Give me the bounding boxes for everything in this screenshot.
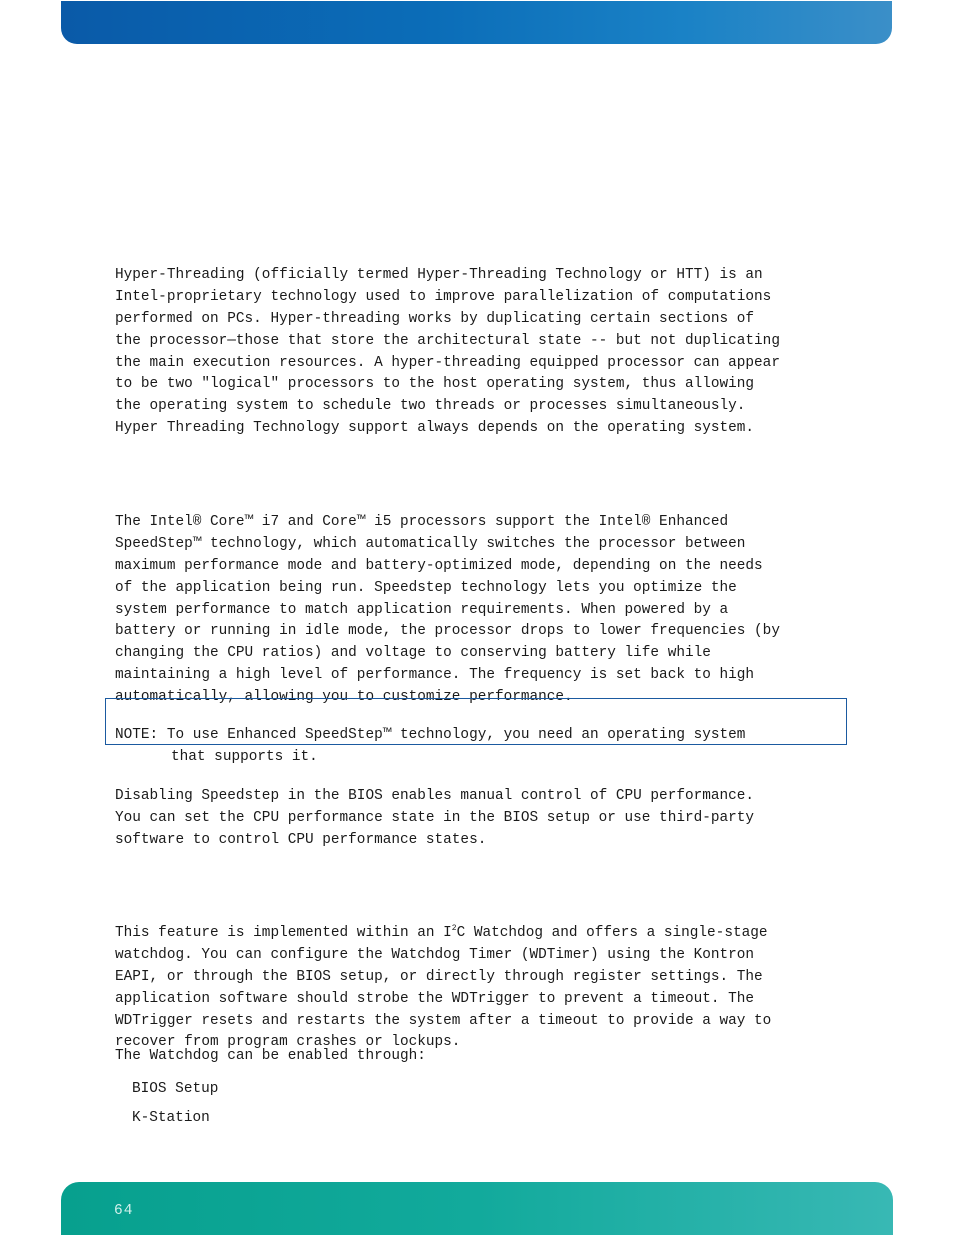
- speedstep-line-7: changing the CPU ratios) and voltage to conserving battery life while: [115, 645, 711, 662]
- watchdog-line-6: recover from program crashes or lockups.: [115, 1034, 461, 1051]
- speedstep-line-2: SpeedStep™ technology, which automatically switches the processor between: [115, 535, 746, 552]
- i2c-superscript: 2: [451, 924, 457, 934]
- note-text: [115, 703, 745, 769]
- watchdog-line-2: watchdog. You can configure the Watchdog Timer (WDTimer) using the Kontron: [115, 946, 755, 963]
- disable-speedstep-paragraph: [115, 764, 754, 852]
- speedstep-paragraph: [115, 490, 780, 709]
- disable-line-2: You can set the CPU performance state in the BIOS setup or use third-party: [115, 809, 755, 826]
- speedstep-line-6: battery or running in idle mode, the processor drops to lower frequencies (by: [115, 623, 780, 640]
- watchdog-enable-intro: The Watchdog can be enabled through:: [115, 1048, 426, 1064]
- speedstep-line-9: automatically, allowing you to customize performance.: [115, 689, 573, 706]
- footer-banner: [61, 1182, 893, 1235]
- page-number: 64: [114, 1203, 134, 1219]
- hyperthreading-line-8: Hyper Threading Technology support always depends on the operating system.: [115, 420, 755, 437]
- hyperthreading-line-7: the operating system to schedule two threads or processes simultaneously.: [115, 398, 746, 415]
- speedstep-line-5: system performance to match application requirements. When powered by a: [115, 601, 729, 618]
- speedstep-line-1: The Intel® Core™ i7 and Core™ i5 processors support the Intel® Enhanced: [115, 513, 729, 530]
- watchdog-line-5: WDTrigger resets and restarts the system after a timeout to provide a way to: [115, 1012, 772, 1029]
- list-item-k-station: K-Station: [132, 1110, 210, 1126]
- watchdog-line-4: application software should strobe the WDTrigger to prevent a timeout. The: [115, 990, 755, 1007]
- hyperthreading-line-3: performed on PCs. Hyper-threading works by duplicating certain sections of: [115, 310, 755, 327]
- list-item-bios-setup: BIOS Setup: [132, 1081, 219, 1097]
- disable-line-1: Disabling Speedstep in the BIOS enables manual control of CPU performance.: [115, 787, 755, 804]
- speedstep-line-8: maintaining a high level of performance. The frequency is set back to high: [115, 667, 755, 684]
- watchdog-line-1-prefix: This feature is implemented within an I: [115, 924, 452, 941]
- hyperthreading-paragraph: [115, 243, 780, 440]
- watchdog-paragraph: [115, 901, 771, 1054]
- hyperthreading-line-5: the main execution resources. A hyper-threading equipped processor can appear: [115, 354, 780, 371]
- hyperthreading-line-6: to be two "logical" processors to the host operating system, thus allowing: [115, 376, 755, 393]
- hyperthreading-line-1: Hyper-Threading (officially termed Hyper-Threading Technology or HTT) is an: [115, 266, 763, 283]
- disable-line-3: software to control CPU performance states.: [115, 831, 487, 848]
- speedstep-line-3: maximum performance mode and battery-optimized mode, depending on the needs: [115, 557, 763, 574]
- watchdog-line-1: [115, 923, 771, 945]
- hyperthreading-line-2: Intel-proprietary technology used to improve parallelization of computations: [115, 288, 772, 305]
- note-line-2: that supports it.: [171, 748, 318, 765]
- watchdog-line-1-suffix: C Watchdog and offers a single-stage: [456, 924, 768, 941]
- watchdog-line-3: EAPI, or through the BIOS setup, or directly through register settings. The: [115, 968, 763, 985]
- hyperthreading-line-4: the processor—those that store the architectural state -- but not duplicating: [115, 332, 780, 349]
- speedstep-line-4: of the application being run. Speedstep technology lets you optimize the: [115, 579, 737, 596]
- header-banner: [61, 1, 892, 44]
- note-line-1: NOTE: To use Enhanced SpeedStep™ technology, you need an operating system: [115, 726, 746, 743]
